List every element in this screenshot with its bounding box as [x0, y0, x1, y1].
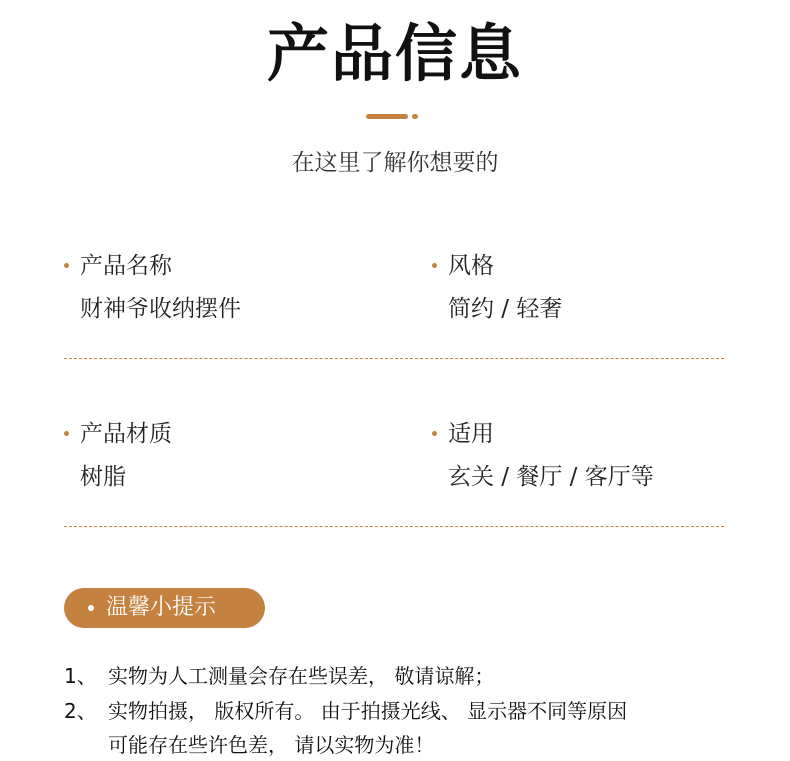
info-value: 财神爷收纳摆件 — [80, 296, 241, 322]
bullet-dot-icon — [64, 431, 69, 436]
title-underline-dot — [412, 114, 418, 119]
note-item-2-continuation — [108, 729, 708, 761]
info-value: 树脂 — [80, 464, 126, 490]
title-underline-bar — [366, 114, 408, 119]
note-text: 实物为人工测量会存在些误差， 敬请谅解； — [108, 664, 495, 688]
tips-heading: 温馨小提示 — [106, 595, 217, 620]
info-item-style — [432, 249, 762, 329]
note-text: 实物拍摄， 版权所有。 由于拍摄光线、 显示器不同等原因 — [108, 699, 628, 723]
note-text: 可能存在些许色差， 请以实物为准！ — [108, 733, 435, 757]
note-number: 2、 — [64, 699, 97, 723]
note-item-1 — [64, 660, 764, 692]
bullet-dot-icon — [432, 263, 437, 268]
info-item-material — [64, 417, 394, 497]
bullet-dot-icon — [64, 263, 69, 268]
info-value: 简约 / 轻奢 — [448, 296, 563, 322]
page-title: 产品信息 — [266, 17, 523, 90]
info-item-usage — [432, 417, 772, 497]
info-label: 适用 — [448, 421, 494, 447]
dashed-divider — [64, 526, 724, 527]
info-item-product-name — [64, 249, 394, 329]
bullet-dot-icon — [432, 431, 437, 436]
note-number: 1、 — [64, 664, 97, 688]
dashed-divider — [64, 358, 724, 359]
info-value: 玄关 / 餐厅 / 客厅等 — [448, 464, 654, 490]
bullet-dot-icon — [88, 605, 94, 611]
info-label: 产品名称 — [80, 253, 172, 279]
info-label: 产品材质 — [80, 421, 172, 447]
note-item-2 — [64, 695, 764, 727]
tips-badge — [64, 588, 265, 628]
info-label: 风格 — [448, 253, 494, 279]
page-subtitle: 在这里了解你想要的 — [291, 150, 499, 176]
